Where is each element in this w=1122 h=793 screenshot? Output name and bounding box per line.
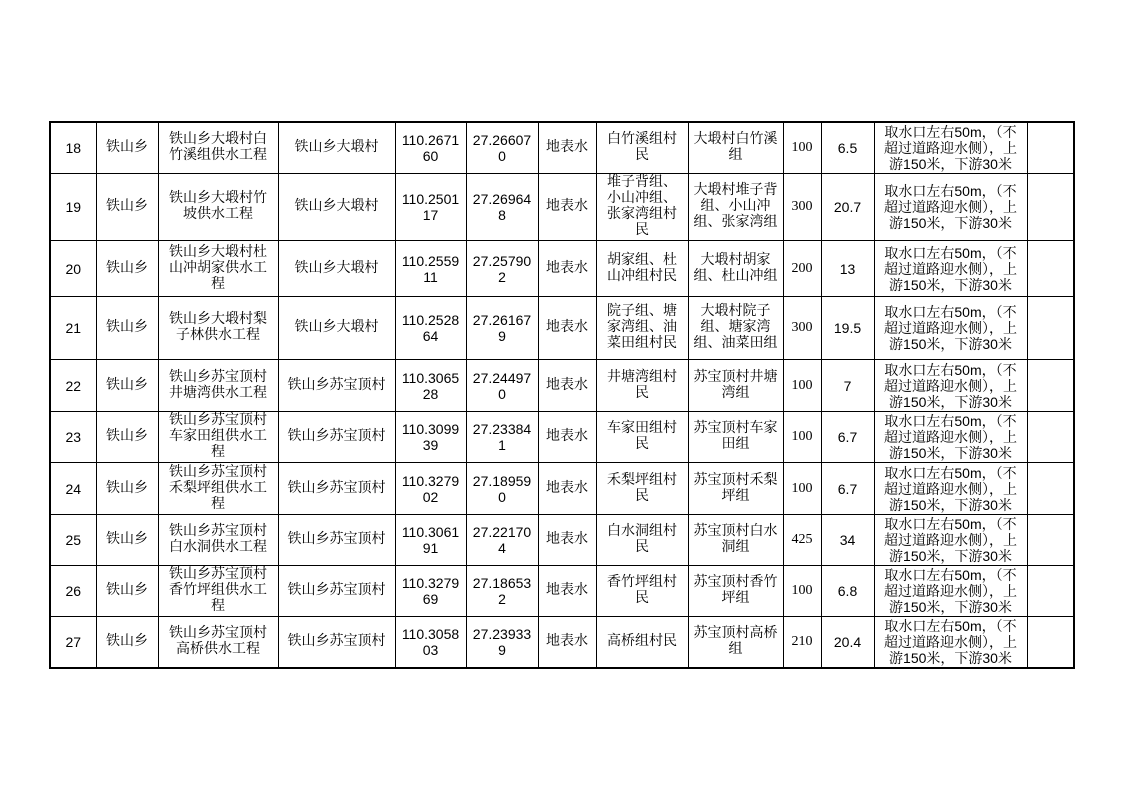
cell-beneficiaries: 白水洞组村民 — [596, 515, 688, 566]
cell-longitude: 110.327969 — [395, 566, 466, 617]
cell-note: 取水口左右50m，（不超过道路迎水侧），上游150米，下游30米 — [874, 360, 1027, 412]
cell-village: 铁山乡苏宝顶村 — [278, 360, 395, 412]
cell-beneficiaries: 车家田组村民 — [596, 412, 688, 463]
cell-scale: 6.5 — [821, 122, 874, 174]
cell-latitude: 27.257902 — [466, 241, 538, 297]
cell-note: 取水口左右50m，（不超过道路迎水侧），上游150米，下游30米 — [874, 463, 1027, 515]
cell-project: 铁山乡苏宝顶村香竹坪组供水工程 — [158, 566, 278, 617]
cell-township: 铁山乡 — [96, 174, 158, 241]
cell-project: 铁山乡苏宝顶村高桥供水工程 — [158, 617, 278, 669]
cell-village: 铁山乡苏宝顶村 — [278, 463, 395, 515]
cell-groups: 苏宝顶村高桥组 — [688, 617, 783, 669]
cell-latitude: 27.244970 — [466, 360, 538, 412]
cell-water-type: 地表水 — [538, 297, 596, 360]
table-row — [50, 515, 1074, 566]
cell-scale: 20.4 — [821, 617, 874, 669]
cell-blank — [1027, 174, 1074, 241]
cell-no: 22 — [50, 360, 96, 412]
cell-population: 210 — [783, 617, 821, 669]
cell-scale: 20.7 — [821, 174, 874, 241]
cell-latitude: 27.261679 — [466, 297, 538, 360]
cell-water-type: 地表水 — [538, 463, 596, 515]
cell-groups: 大塅村白竹溪组 — [688, 122, 783, 174]
cell-latitude: 27.233841 — [466, 412, 538, 463]
document-page — [49, 121, 1075, 669]
cell-water-type: 地表水 — [538, 566, 596, 617]
table-row — [50, 617, 1074, 669]
cell-population: 200 — [783, 241, 821, 297]
cell-project: 铁山乡苏宝顶村禾梨坪组供水工程 — [158, 463, 278, 515]
cell-township: 铁山乡 — [96, 463, 158, 515]
cell-note: 取水口左右50m，（不超过道路迎水侧），上游150米，下游30米 — [874, 297, 1027, 360]
cell-water-type: 地表水 — [538, 617, 596, 669]
cell-township: 铁山乡 — [96, 241, 158, 297]
cell-scale: 6.8 — [821, 566, 874, 617]
cell-blank — [1027, 566, 1074, 617]
cell-blank — [1027, 297, 1074, 360]
cell-no: 27 — [50, 617, 96, 669]
cell-village: 铁山乡大塅村 — [278, 241, 395, 297]
cell-township: 铁山乡 — [96, 122, 158, 174]
cell-beneficiaries: 香竹坪组村民 — [596, 566, 688, 617]
cell-groups: 苏宝顶村井塘湾组 — [688, 360, 783, 412]
cell-project: 铁山乡大塅村杜山冲胡家供水工程 — [158, 241, 278, 297]
cell-longitude: 110.305803 — [395, 617, 466, 669]
cell-longitude: 110.327902 — [395, 463, 466, 515]
cell-project: 铁山乡苏宝顶村白水洞供水工程 — [158, 515, 278, 566]
cell-blank — [1027, 360, 1074, 412]
cell-longitude: 110.309939 — [395, 412, 466, 463]
cell-latitude: 27.269648 — [466, 174, 538, 241]
cell-beneficiaries: 禾梨坪组村民 — [596, 463, 688, 515]
cell-groups: 大塅村堆子背组、小山冲组、张家湾组 — [688, 174, 783, 241]
table-row — [50, 360, 1074, 412]
cell-population: 300 — [783, 174, 821, 241]
table-row — [50, 241, 1074, 297]
cell-water-type: 地表水 — [538, 174, 596, 241]
cell-no: 20 — [50, 241, 96, 297]
cell-water-type: 地表水 — [538, 360, 596, 412]
cell-project: 铁山乡苏宝顶村车家田组供水工程 — [158, 412, 278, 463]
cell-village: 铁山乡大塅村 — [278, 297, 395, 360]
cell-scale: 13 — [821, 241, 874, 297]
cell-longitude: 110.306191 — [395, 515, 466, 566]
table-row — [50, 463, 1074, 515]
cell-project: 铁山乡大塅村竹坡供水工程 — [158, 174, 278, 241]
table-row — [50, 297, 1074, 360]
cell-blank — [1027, 412, 1074, 463]
cell-village: 铁山乡苏宝顶村 — [278, 617, 395, 669]
cell-water-type: 地表水 — [538, 412, 596, 463]
cell-beneficiaries: 井塘湾组村民 — [596, 360, 688, 412]
table-body — [50, 122, 1074, 668]
cell-no: 18 — [50, 122, 96, 174]
cell-latitude: 27.186532 — [466, 566, 538, 617]
cell-note: 取水口左右50m，（不超过道路迎水侧），上游150米，下游30米 — [874, 412, 1027, 463]
cell-beneficiaries: 白竹溪组村民 — [596, 122, 688, 174]
cell-population: 100 — [783, 463, 821, 515]
cell-no: 21 — [50, 297, 96, 360]
cell-blank — [1027, 122, 1074, 174]
cell-longitude: 110.252864 — [395, 297, 466, 360]
cell-no: 25 — [50, 515, 96, 566]
cell-township: 铁山乡 — [96, 566, 158, 617]
cell-longitude: 110.255911 — [395, 241, 466, 297]
cell-township: 铁山乡 — [96, 617, 158, 669]
cell-township: 铁山乡 — [96, 515, 158, 566]
cell-blank — [1027, 515, 1074, 566]
cell-village: 铁山乡苏宝顶村 — [278, 412, 395, 463]
cell-latitude: 27.221704 — [466, 515, 538, 566]
cell-blank — [1027, 463, 1074, 515]
cell-latitude: 27.266070 — [466, 122, 538, 174]
cell-township: 铁山乡 — [96, 412, 158, 463]
cell-water-type: 地表水 — [538, 241, 596, 297]
cell-village: 铁山乡苏宝顶村 — [278, 515, 395, 566]
cell-population: 100 — [783, 122, 821, 174]
cell-no: 24 — [50, 463, 96, 515]
cell-note: 取水口左右50m，（不超过道路迎水侧），上游150米，下游30米 — [874, 122, 1027, 174]
cell-population: 300 — [783, 297, 821, 360]
cell-scale: 19.5 — [821, 297, 874, 360]
cell-village: 铁山乡苏宝顶村 — [278, 566, 395, 617]
table-row — [50, 566, 1074, 617]
cell-village: 铁山乡大塅村 — [278, 122, 395, 174]
cell-groups: 苏宝顶村车家田组 — [688, 412, 783, 463]
cell-longitude: 110.306528 — [395, 360, 466, 412]
cell-groups: 苏宝顶村香竹坪组 — [688, 566, 783, 617]
cell-township: 铁山乡 — [96, 360, 158, 412]
table-row — [50, 122, 1074, 174]
cell-project: 铁山乡苏宝顶村井塘湾供水工程 — [158, 360, 278, 412]
cell-project: 铁山乡大塅村梨子林供水工程 — [158, 297, 278, 360]
cell-groups: 大塅村院子组、塘家湾组、油菜田组 — [688, 297, 783, 360]
cell-scale: 6.7 — [821, 463, 874, 515]
cell-beneficiaries: 胡家组、杜山冲组村民 — [596, 241, 688, 297]
cell-blank — [1027, 617, 1074, 669]
cell-village: 铁山乡大塅村 — [278, 174, 395, 241]
cell-note: 取水口左右50m，（不超过道路迎水侧），上游150米，下游30米 — [874, 174, 1027, 241]
cell-note: 取水口左右50m，（不超过道路迎水侧），上游150米，下游30米 — [874, 566, 1027, 617]
cell-scale: 6.7 — [821, 412, 874, 463]
cell-water-type: 地表水 — [538, 122, 596, 174]
cell-no: 26 — [50, 566, 96, 617]
cell-groups: 大塅村胡家组、杜山冲组 — [688, 241, 783, 297]
cell-scale: 7 — [821, 360, 874, 412]
cell-township: 铁山乡 — [96, 297, 158, 360]
cell-latitude: 27.189590 — [466, 463, 538, 515]
cell-project: 铁山乡大塅村白竹溪组供水工程 — [158, 122, 278, 174]
cell-groups: 苏宝顶村白水洞组 — [688, 515, 783, 566]
cell-scale: 34 — [821, 515, 874, 566]
cell-note: 取水口左右50m，（不超过道路迎水侧），上游150米，下游30米 — [874, 515, 1027, 566]
table-row — [50, 174, 1074, 241]
cell-water-type: 地表水 — [538, 515, 596, 566]
cell-longitude: 110.250117 — [395, 174, 466, 241]
water-supply-table — [49, 121, 1075, 669]
cell-no: 23 — [50, 412, 96, 463]
cell-beneficiaries: 高桥组村民 — [596, 617, 688, 669]
cell-beneficiaries: 院子组、塘家湾组、油菜田组村民 — [596, 297, 688, 360]
cell-groups: 苏宝顶村禾梨坪组 — [688, 463, 783, 515]
cell-no: 19 — [50, 174, 96, 241]
cell-longitude: 110.267160 — [395, 122, 466, 174]
table-row — [50, 412, 1074, 463]
cell-beneficiaries: 堆子背组、小山冲组、张家湾组村民 — [596, 174, 688, 241]
cell-latitude: 27.239339 — [466, 617, 538, 669]
cell-note: 取水口左右50m，（不超过道路迎水侧），上游150米，下游30米 — [874, 241, 1027, 297]
cell-population: 100 — [783, 566, 821, 617]
cell-population: 425 — [783, 515, 821, 566]
cell-blank — [1027, 241, 1074, 297]
cell-population: 100 — [783, 412, 821, 463]
cell-note: 取水口左右50m，（不超过道路迎水侧），上游150米，下游30米 — [874, 617, 1027, 669]
cell-population: 100 — [783, 360, 821, 412]
